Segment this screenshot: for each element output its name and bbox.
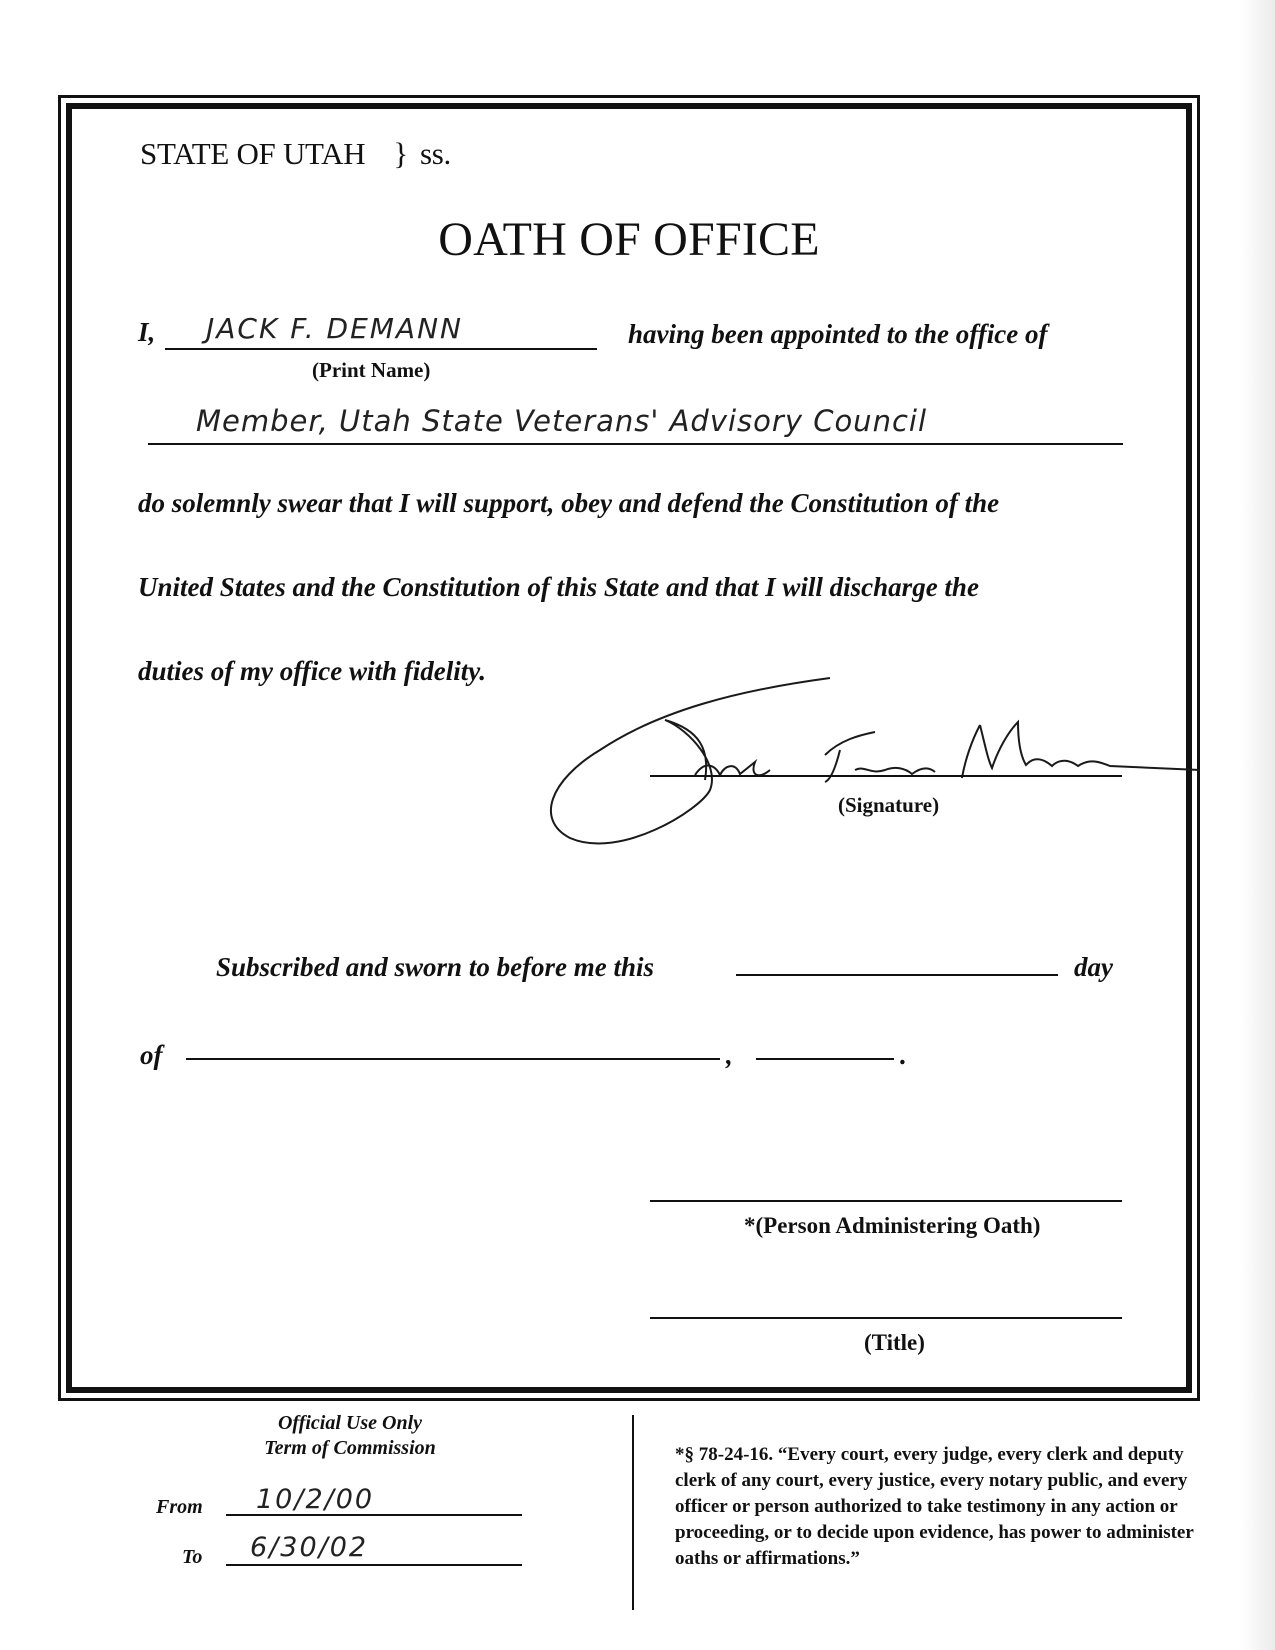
administering-line[interactable] bbox=[650, 1200, 1122, 1202]
date-comma: , bbox=[726, 1040, 733, 1070]
page-title: OATH OF OFFICE bbox=[438, 213, 820, 266]
date-period: . bbox=[900, 1040, 907, 1070]
oath-body-line-2: United States and the Constitution of this State and that I will discharge the bbox=[138, 572, 979, 602]
oath-body-line-3: duties of my office with fidelity. bbox=[138, 656, 486, 686]
signature-label: (Signature) bbox=[838, 793, 940, 817]
administering-label: *(Person Administering Oath) bbox=[744, 1213, 1041, 1238]
of-word: of bbox=[140, 1040, 163, 1070]
year-line[interactable] bbox=[756, 1058, 894, 1060]
state-name: STATE OF UTAH bbox=[140, 136, 366, 171]
from-label: From bbox=[156, 1496, 203, 1518]
official-use-heading: Official Use Only bbox=[277, 1412, 423, 1434]
state-ss: ss. bbox=[419, 136, 451, 171]
oath-prefix: I, bbox=[138, 317, 156, 347]
appointed-text: having been appointed to the office of bbox=[628, 319, 1048, 349]
printed-name-value[interactable]: JACK F. DEMANN bbox=[206, 312, 463, 345]
footer-divider bbox=[632, 1415, 634, 1610]
signature-line bbox=[650, 775, 1122, 777]
print-name-line bbox=[165, 348, 597, 350]
office-value[interactable]: Member, Utah State Veterans' Advisory Council bbox=[196, 404, 928, 438]
signature-image bbox=[540, 670, 1200, 860]
day-word: day bbox=[1074, 952, 1113, 982]
title-label: (Title) bbox=[864, 1330, 925, 1355]
to-line bbox=[226, 1564, 522, 1566]
state-heading bbox=[140, 136, 451, 172]
term-of-commission-heading: Term of Commission bbox=[264, 1437, 436, 1459]
oath-body-line-1: do solemnly swear that I will support, obey and defend the Constitution of the bbox=[138, 488, 1000, 518]
day-line[interactable] bbox=[736, 974, 1058, 976]
state-brace: } bbox=[393, 136, 408, 171]
to-label: To bbox=[182, 1546, 203, 1568]
from-value[interactable]: 10/2/00 bbox=[256, 1484, 375, 1515]
print-name-label: (Print Name) bbox=[312, 358, 431, 382]
subscribed-text: Subscribed and sworn to before me this bbox=[216, 952, 655, 982]
to-value[interactable]: 6/30/02 bbox=[250, 1532, 369, 1563]
title-line[interactable] bbox=[650, 1317, 1122, 1319]
office-line bbox=[148, 443, 1123, 445]
month-line[interactable] bbox=[186, 1058, 720, 1060]
statute-note: *§ 78-24-16. “Every court, every judge, every clerk and deputy clerk of any court, every justice, every notary public, and every officer or person authorized to take testimony in any action or proceeding, or to decide upon evidence, has power to administer oaths or affirmations.” bbox=[675, 1444, 1194, 1569]
